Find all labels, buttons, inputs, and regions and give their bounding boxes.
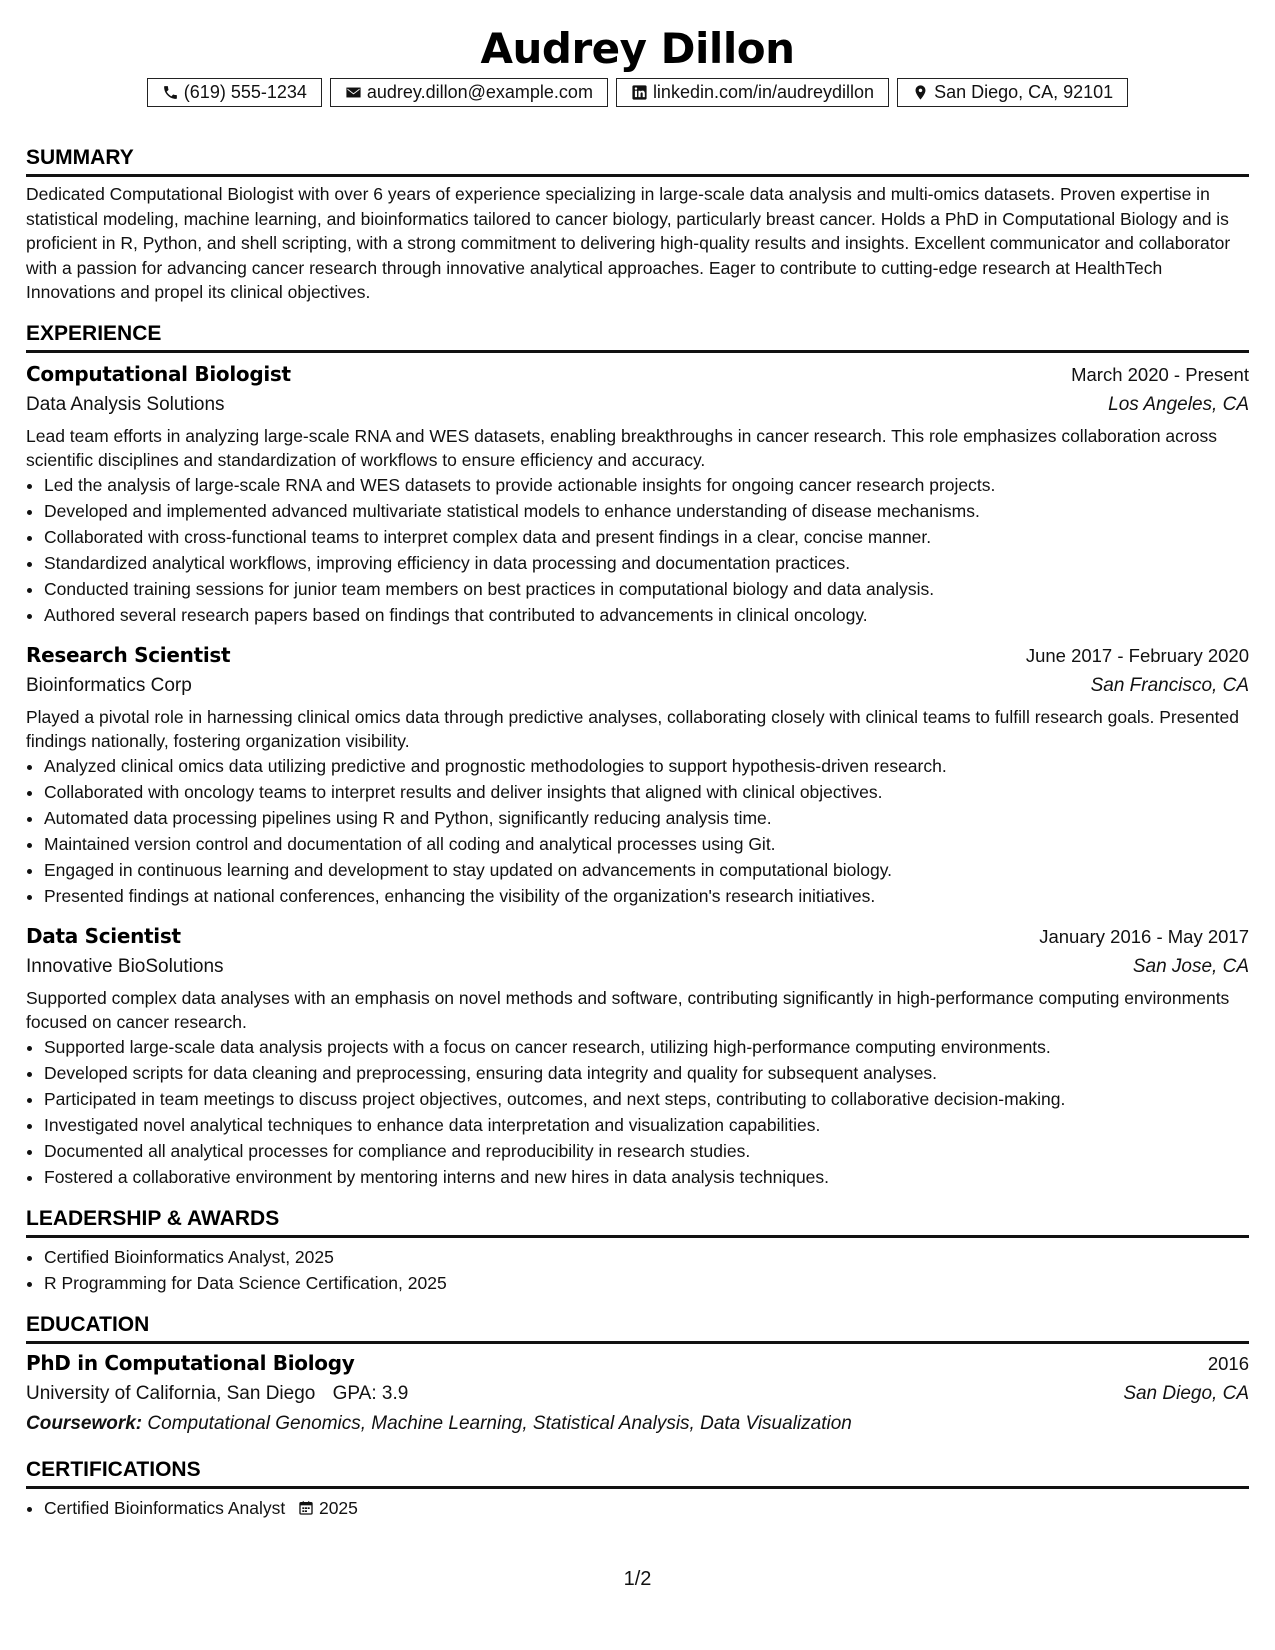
list-item: • Developed scripts for data cleaning and preprocessing, ensuring data integrity and quality for subsequent analyses.: [44, 1060, 1249, 1086]
job-company: Innovative BioSolutions: [26, 955, 224, 977]
job-description: Supported complex data analyses with an emphasis on novel methods and software, contributing significantly in high-performance computing environments focused on cancer research.: [26, 987, 1230, 1032]
graduation-year: 2016: [1207, 1352, 1249, 1374]
job-bullets: [26, 753, 1249, 909]
degree: PhD in Computational Biology: [26, 1350, 355, 1375]
map-pin-icon: [912, 84, 929, 101]
list-item: • Documented all analytical processes for compliance and reproducibility in research studies.: [44, 1138, 1249, 1164]
job-dates: January 2016 - May 2017: [1039, 925, 1249, 947]
job-entry: [26, 359, 1249, 628]
job-dates: March 2020 - Present: [1071, 363, 1249, 385]
section-title-certifications: CERTIFICATIONS: [26, 1457, 1249, 1489]
list-item: • Conducted training sessions for junior team members on best practices in computational biology and data analysis.: [44, 576, 1249, 602]
certification-year: 2025: [318, 1497, 358, 1518]
job-location: San Jose, CA: [1132, 955, 1249, 977]
phone-text: (619) 555-1234: [183, 82, 307, 102]
gpa: GPA: 3.9: [332, 1382, 409, 1404]
job-title: Research Scientist: [26, 642, 231, 667]
location-text: San Diego, CA, 92101: [934, 82, 1114, 102]
job-title: Computational Biologist: [26, 361, 291, 386]
section-title-leadership: LEADERSHIP & AWARDS: [26, 1206, 1249, 1238]
contact-bar: [26, 78, 1249, 107]
experience-section: [26, 321, 1249, 1190]
job-location: Los Angeles, CA: [1108, 393, 1249, 415]
list-item: [44, 1495, 1249, 1521]
certifications-list: [26, 1495, 1249, 1521]
job-bullets: [26, 472, 1249, 628]
coursework-label: Coursework:: [26, 1412, 143, 1434]
list-item: • Maintained version control and documentation of all coding and analytical processes using Git.: [44, 831, 1249, 857]
resume-page: [26, 0, 1249, 1521]
contact-email[interactable]: [330, 78, 608, 107]
job-bullets: [26, 1034, 1249, 1190]
section-title-experience: EXPERIENCE: [26, 321, 1249, 353]
list-item: • R Programming for Data Science Certification, 2025: [44, 1270, 1249, 1296]
job-company: Bioinformatics Corp: [26, 674, 192, 696]
job-company: Data Analysis Solutions: [26, 393, 225, 415]
education-section: [26, 1312, 1249, 1439]
summary-section: [26, 145, 1249, 305]
list-item: • Developed and implemented advanced multivariate statistical models to enhance understanding of disease mechanisms.: [44, 498, 1249, 524]
list-item: • Authored several research papers based on findings that contributed to advancements in clinical oncology.: [44, 602, 1249, 628]
list-item: • Fostered a collaborative environment by mentoring interns and new hires in data analysis techniques.: [44, 1164, 1249, 1190]
job-location: San Francisco, CA: [1090, 674, 1249, 696]
certifications-section: [26, 1457, 1249, 1521]
section-title-summary: SUMMARY: [26, 145, 1249, 177]
list-item: • Collaborated with cross-functional teams to interpret complex data and present findings in a clear, concise manner.: [44, 524, 1249, 550]
contact-location: [897, 78, 1128, 107]
linkedin-text: linkedin.com/in/audreydillon: [652, 82, 875, 102]
phone-icon: [162, 84, 179, 101]
school-location: San Diego, CA: [1123, 1382, 1249, 1404]
envelope-icon: [345, 84, 362, 101]
list-item: • Participated in team meetings to discuss project objectives, outcomes, and next steps, contributing to collaborative decision-making.: [44, 1086, 1249, 1112]
list-item: • Supported large-scale data analysis projects with a focus on cancer research, utilizing high-performance computing environments.: [44, 1034, 1249, 1060]
contact-linkedin[interactable]: [616, 78, 889, 107]
list-item: • Investigated novel analytical techniques to enhance data interpretation and visualization capabilities.: [44, 1112, 1249, 1138]
list-item: • Certified Bioinformatics Analyst, 2025: [44, 1244, 1249, 1270]
job-dates: June 2017 - February 2020: [1025, 644, 1249, 666]
job-description: Lead team efforts in analyzing large-scale RNA and WES datasets, enabling breakthroughs in cancer research. This role emphasizes collaboration across scientific disciplines and standardization of workflows to ensure efficiency and accuracy.: [26, 425, 1217, 470]
job-entry: [26, 640, 1249, 909]
page-number: 1/2: [623, 1568, 652, 1590]
job-description: Played a pivotal role in harnessing clinical omics data through predictive analyses, collaborating closely with clinical teams to fulfill research goals. Presented findings nationally, fostering organization visibility.: [26, 706, 1239, 751]
list-item: • Led the analysis of large-scale RNA and WES datasets to provide actionable insights for ongoing cancer research projects.: [44, 472, 1249, 498]
list-item: • Engaged in continuous learning and development to stay updated on advancements in computational biology.: [44, 857, 1249, 883]
linkedin-icon: [631, 84, 648, 101]
calendar-icon: [298, 1500, 314, 1516]
job-title: Data Scientist: [26, 923, 181, 948]
leadership-section: [26, 1206, 1249, 1296]
coursework-list: Computational Genomics, Machine Learning, Statistical Analysis, Data Visualization: [147, 1412, 852, 1434]
school-name: University of California, San Diego: [26, 1382, 316, 1404]
list-item: • Standardized analytical workflows, improving efficiency in data processing and documentation practices.: [44, 550, 1249, 576]
list-item: • Presented findings at national conferences, enhancing the visibility of the organization's research initiatives.: [44, 883, 1249, 909]
list-item: • Collaborated with oncology teams to interpret results and deliver insights that aligned with clinical objectives.: [44, 779, 1249, 805]
certification-name: Certified Bioinformatics Analyst: [44, 1497, 286, 1518]
section-title-education: EDUCATION: [26, 1312, 1249, 1344]
list-item: • Automated data processing pipelines using R and Python, significantly reducing analysis time.: [44, 805, 1249, 831]
list-item: • Analyzed clinical omics data utilizing predictive and prognostic methodologies to support hypothesis-driven research.: [44, 753, 1249, 779]
leadership-list: [26, 1244, 1249, 1296]
coursework: [26, 1409, 1249, 1439]
job-entry: [26, 921, 1249, 1190]
summary-text: Dedicated Computational Biologist with over 6 years of experience specializing in large-scale data analysis and multi-omics datasets. Proven expertise in statistical modeling, machine learning, and bioinformatics tailored to cancer biology, particularly breast cancer. Holds a PhD in Computational Biology and is proficient in R, Python, and shell scripting, with a strong commitment to delivering high-quality results and insights. Excellent communicator and collaborator with a passion for advancing cancer research through innovative analytical approaches. Eager to contribute to cutting-edge research at HealthTech Innovations and propel its clinical objectives.: [26, 184, 1231, 302]
email-text: audrey.dillon@example.com: [366, 82, 593, 102]
contact-phone: [147, 78, 322, 107]
candidate-name: Audrey Dillon: [480, 24, 795, 73]
